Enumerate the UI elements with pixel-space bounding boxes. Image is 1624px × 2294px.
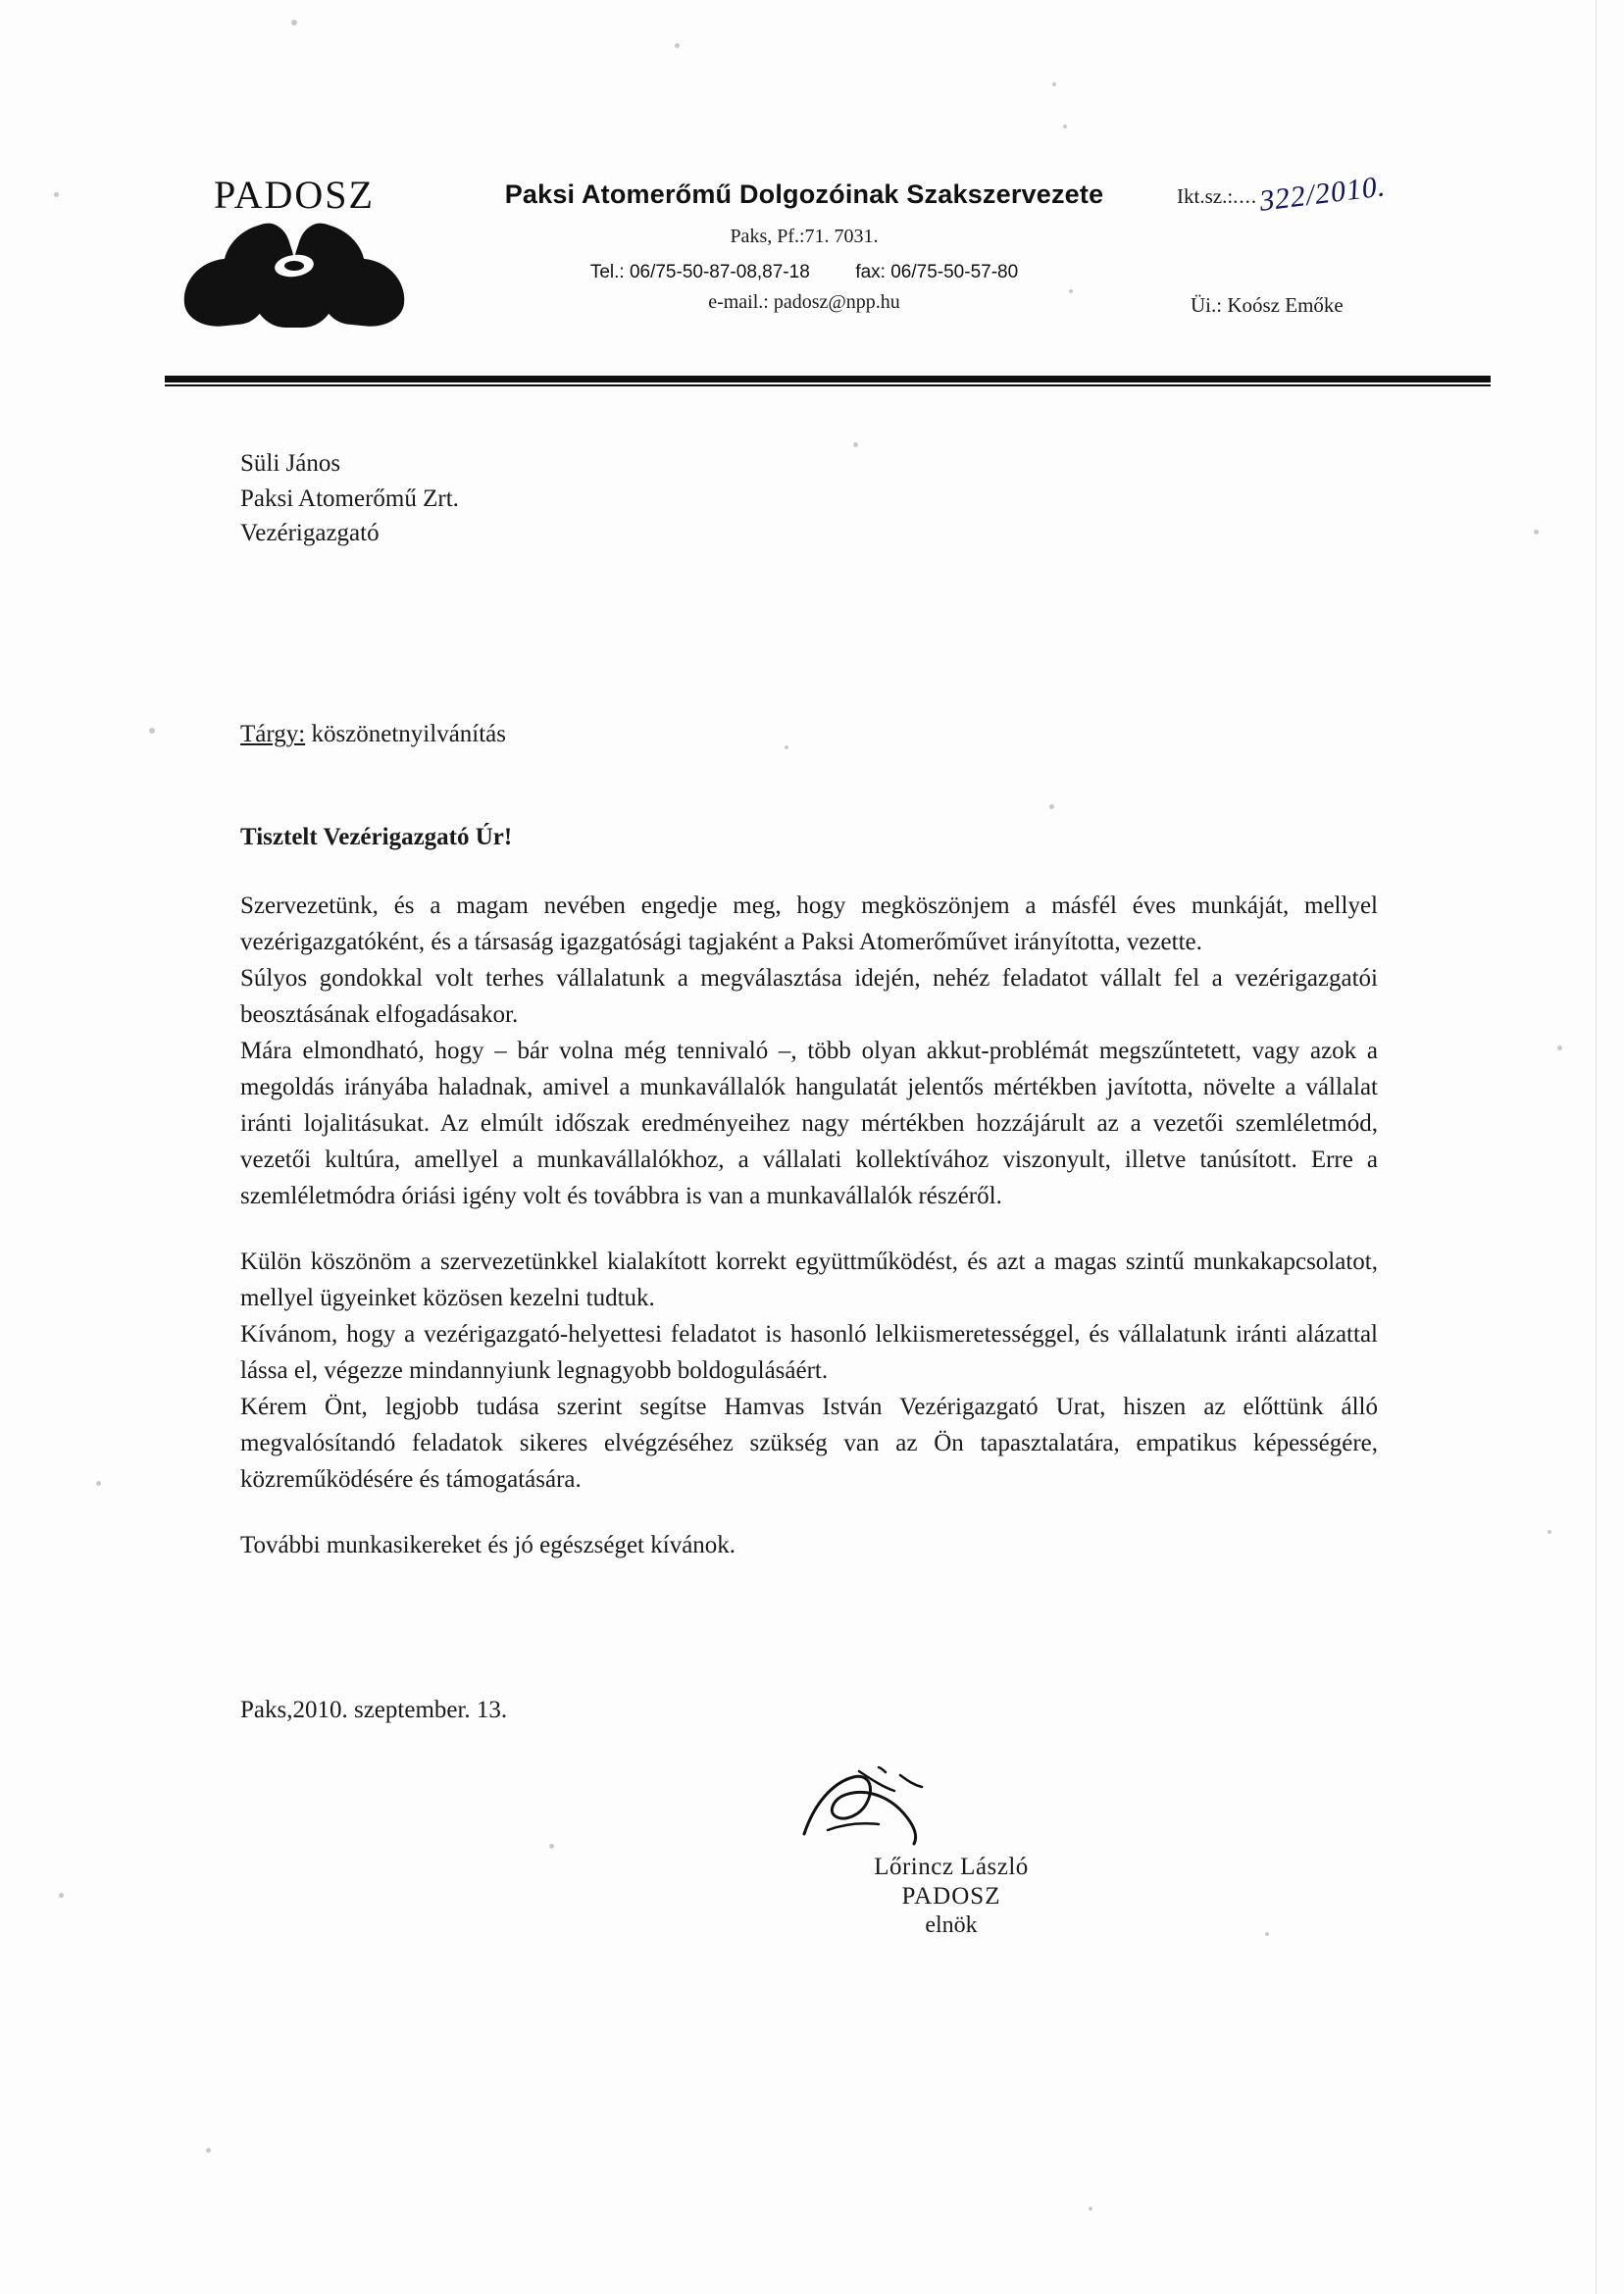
scan-speck <box>853 442 858 447</box>
body-paragraph: Súlyos gondokkal volt terhes vállalatunk a megválasztása idején, nehéz feladatot vállalt fel a vezérigazgatói beosztásának elfogadásakor. <box>240 965 1378 1028</box>
header-rule-secondary <box>165 384 1491 386</box>
scan-speck <box>785 745 788 749</box>
handler-label: Üi.: Koósz Emőke <box>1191 293 1344 317</box>
subject-value: köszönetnyilvánítás <box>311 721 507 747</box>
addressee-name: Süli János <box>240 450 341 477</box>
body-paragraph: További munkasikereket és jó egészséget kívánok. <box>240 1532 736 1558</box>
organization-name: Paksi Atomerőmű Dolgozóinak Szakszervezete <box>504 179 1104 209</box>
registry-block <box>1177 169 1500 318</box>
scan-speck <box>675 43 680 48</box>
letter-body <box>240 888 1378 1563</box>
organization-address: Paks, Pf.:71. 7031. <box>730 226 879 247</box>
scan-speck <box>1063 125 1067 128</box>
logo <box>177 172 412 330</box>
body-paragraph: Kérem Önt, legjobb tudása szerint segítse Hamvas István Vezérigazgató Urat, hiszen az előttünk álló megvalósítandó feladatok sikeres elvégzéséhez szükség van az Ön tapasztalatára, empatikus képességére, közreműködésére és támogatására. <box>240 1394 1378 1493</box>
scan-speck <box>206 2148 211 2153</box>
letterhead <box>147 169 1500 378</box>
subject-line <box>240 721 506 748</box>
registry-number-handwritten: 322/2010. <box>1258 169 1388 219</box>
scan-speck <box>1557 1045 1562 1050</box>
dateline: Paks,2010. szeptember. 13. <box>240 1697 508 1723</box>
registry-dots: .... <box>1233 184 1258 208</box>
organization-contact <box>441 262 1167 283</box>
organization-fax: fax: 06/75-50-57-80 <box>855 262 1019 282</box>
subject-label: Tárgy: <box>240 721 306 747</box>
body-paragraph: Szervezetünk, és a magam nevében engedje meg, hogy megköszönjem a másfél éves munkáját, mellyel vezérigazgatóként, és a társaság igazgatósági tagjaként a Paksi Atomerőművet irányította, vezette. <box>240 892 1378 955</box>
signature-organization: PADOSZ <box>901 1883 1001 1910</box>
addressee-company: Paksi Atomerőmű Zrt. <box>240 484 459 512</box>
signature-block <box>745 1765 1157 1939</box>
registry-label: Ikt.sz.: <box>1177 184 1234 208</box>
signature-name: Lőrincz László <box>874 1854 1029 1880</box>
scan-speck <box>96 1481 101 1486</box>
handwritten-signature-icon <box>745 1765 1157 1854</box>
addressee-title: Vezérigazgató <box>240 520 380 546</box>
scan-speck <box>1052 82 1056 86</box>
signature-role: elnök <box>925 1912 978 1938</box>
scan-speck <box>1089 2207 1092 2211</box>
registry-number-line <box>1177 169 1500 219</box>
logo-wordmark: PADOSZ <box>214 173 375 217</box>
signature-svg <box>785 1765 1079 1854</box>
body-paragraph: Mára elmondható, hogy – bár volna még tennivaló –, több olyan akkut-problémát megszűntetett, vagy azok a megoldás irányába haladnak, amivel a munkavállalók hangulatát jelentős mértékben javította, növelte a vállalat iránti lojalitásukat. Az elmúlt időszak eredményeihez nagy mértékben hozzájárult az a vezetői szemléletmód, vezetői kultúra, amellyel a munkavállalókhoz, a vállalati kollektívához viszonyult, illetve tanúsított. Erre a szemléletmódra óriási igény volt és továbbra is van a munkavállalók részéről. <box>240 1038 1378 1209</box>
scan-speck <box>54 192 59 197</box>
scan-speck <box>1265 1932 1269 1936</box>
padosz-flower-logo-icon <box>181 222 407 330</box>
organization-phone: Tel.: 06/75-50-87-08,87-18 <box>589 262 810 282</box>
scan-edge-line <box>1596 0 1597 2294</box>
scan-speck <box>149 728 155 734</box>
scan-speck <box>291 20 297 25</box>
header-rule <box>165 376 1491 382</box>
scan-speck <box>549 1844 554 1849</box>
organization-email: e-mail.: padosz@npp.hu <box>708 291 900 313</box>
salutation: Tisztelt Vezérigazgató Úr! <box>240 824 513 850</box>
scan-speck <box>59 1893 64 1898</box>
body-paragraph: Külön köszönöm a szervezetünkkel kialakított korrekt együttműködést, és azt a magas szintű munkakapcsolatot, mellyel ügyeinket közösen kezelni tudtuk. <box>240 1249 1378 1311</box>
logo-core-dot <box>284 261 304 271</box>
scan-speck <box>1548 1530 1551 1534</box>
organization-block <box>441 179 1167 314</box>
scan-speck <box>1534 530 1539 535</box>
scan-speck <box>1049 804 1054 809</box>
addressee-block <box>240 446 459 551</box>
body-paragraph: Kívánom, hogy a vezérigazgató-helyettesi feladatot is hasonló lelkiismeretességgel, és vállalatunk iránti alázattal lássa el, végezze mindannyiunk legnagyobb boldogulásáért. <box>240 1321 1378 1384</box>
